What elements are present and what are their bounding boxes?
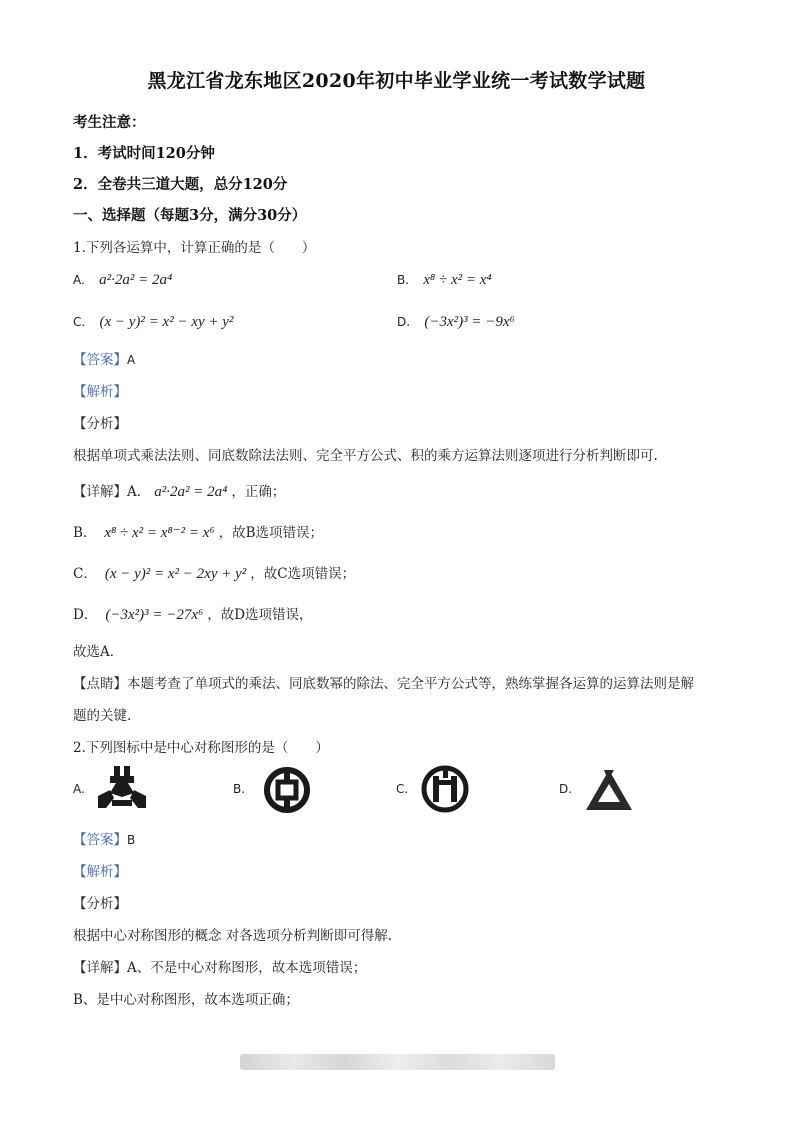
q1-option-d-label: D. — [397, 315, 411, 329]
notice-item-1: 1．考试时间120分钟 — [73, 145, 215, 162]
q1-option-b — [397, 272, 492, 289]
document-title: 黑龙江省龙东地区2020年初中毕业学业统一考试数学试题 — [147, 70, 646, 92]
q2-option-a-label: A. — [73, 782, 85, 796]
q1-fenxi-text: 根据单项式乘法法则、同底数除法法则、完全平方公式、积的乘方运算法则逐项进行分析判断即可. — [73, 448, 658, 464]
q1-fenxi-tag: 【分析】 — [73, 416, 127, 432]
q2-logo-a-icon — [96, 766, 148, 810]
q1-detail-a-expr: a²·2a² = 2a⁴ — [154, 484, 228, 500]
q1-stem: 1.下列各运算中，计算正确的是（ ） — [73, 240, 316, 256]
q2-fenxi-text: 根据中心对称图形的概念 对各选项分析判断即可得解. — [73, 928, 393, 944]
section-heading: 一、选择题（每题3分，满分30分） — [73, 207, 307, 224]
q1-option-b-label: B. — [397, 273, 410, 287]
q1-detail-d-expr: (−3x²)³ = −27x⁶ — [105, 607, 204, 623]
q1-answer-tag: 【答案】 — [73, 352, 127, 368]
q1-detail-b-expr: x⁸ ÷ x² = x⁸⁻² = x⁶ — [104, 525, 215, 541]
q2-detail-b: B、是中心对称图形，故本选项正确； — [73, 992, 299, 1008]
q2-stem: 2.下列图标中是中心对称图形的是（ ） — [73, 740, 329, 756]
q1-detail-a-pre: 【详解】A． — [73, 484, 151, 500]
q1-detail-c-post: ，故C选项错误； — [250, 566, 356, 582]
q1-detail-d — [73, 603, 313, 624]
q2-answer-tag: 【答案】 — [73, 832, 127, 848]
q2-analysis-tag: 【解析】 — [73, 864, 127, 880]
q1-detail-c-expr: (x − y)² = x² − 2xy + y² — [104, 566, 247, 582]
q1-option-c — [73, 314, 233, 331]
q1-detail-b-pre: B． — [73, 525, 97, 541]
q1-option-a — [73, 272, 172, 289]
notice-heading: 考生注意： — [73, 114, 146, 131]
q2-detail-a: 【详解】A、不是中心对称图形，故本选项错误； — [73, 960, 367, 976]
q2-option-d-label: D. — [559, 782, 573, 796]
notice-item-2: 2．全卷共三道大题，总分120分 — [73, 176, 288, 193]
q1-conclusion: 故选A． — [73, 644, 124, 660]
q1-answer — [73, 348, 135, 368]
q1-detail-c — [73, 562, 355, 583]
q1-detail-a-post: ，正确； — [231, 484, 286, 500]
q2-option-c-label: C. — [396, 782, 409, 796]
q2-answer-value: B — [127, 833, 136, 847]
q2-logo-d-icon — [584, 768, 634, 812]
q1-option-d-expr: (−3x²)³ = −9x⁶ — [424, 314, 515, 330]
q1-answer-value: A — [127, 353, 136, 367]
q2-option-b-label: B. — [233, 782, 246, 796]
q1-detail-b-post: ，故B选项错误； — [218, 525, 324, 541]
q1-option-a-label: A. — [73, 273, 85, 287]
q1-option-c-label: C. — [73, 315, 86, 329]
blurred-footer-watermark — [240, 1054, 555, 1070]
q2-logo-b-icon — [262, 766, 312, 814]
q1-analysis-tag: 【解析】 — [73, 384, 127, 400]
q1-option-c-expr: (x − y)² = x² − xy + y² — [99, 314, 234, 330]
q1-option-a-expr: a²·2a² = 2a⁴ — [99, 272, 173, 288]
q2-fenxi-tag: 【分析】 — [73, 896, 127, 912]
q1-detail-c-pre: C． — [73, 566, 97, 582]
q1-dianjing-line-1: 【点睛】本题考查了单项式的乘法、同底数幂的除法、完全平方公式等，熟练掌握各运算的运算法则是解 — [73, 676, 694, 692]
q1-detail-d-pre: D． — [73, 607, 98, 623]
q2-answer — [73, 828, 135, 848]
q1-option-b-expr: x⁸ ÷ x² = x⁴ — [423, 272, 492, 288]
q1-detail-d-post: ，故D选项错误， — [207, 607, 313, 623]
q1-detail-b — [73, 521, 323, 542]
q1-option-d — [397, 314, 515, 331]
q2-logo-c-icon — [420, 764, 470, 814]
q1-detail-a — [73, 480, 285, 501]
q1-dianjing-line-2: 题的关键. — [73, 708, 132, 724]
